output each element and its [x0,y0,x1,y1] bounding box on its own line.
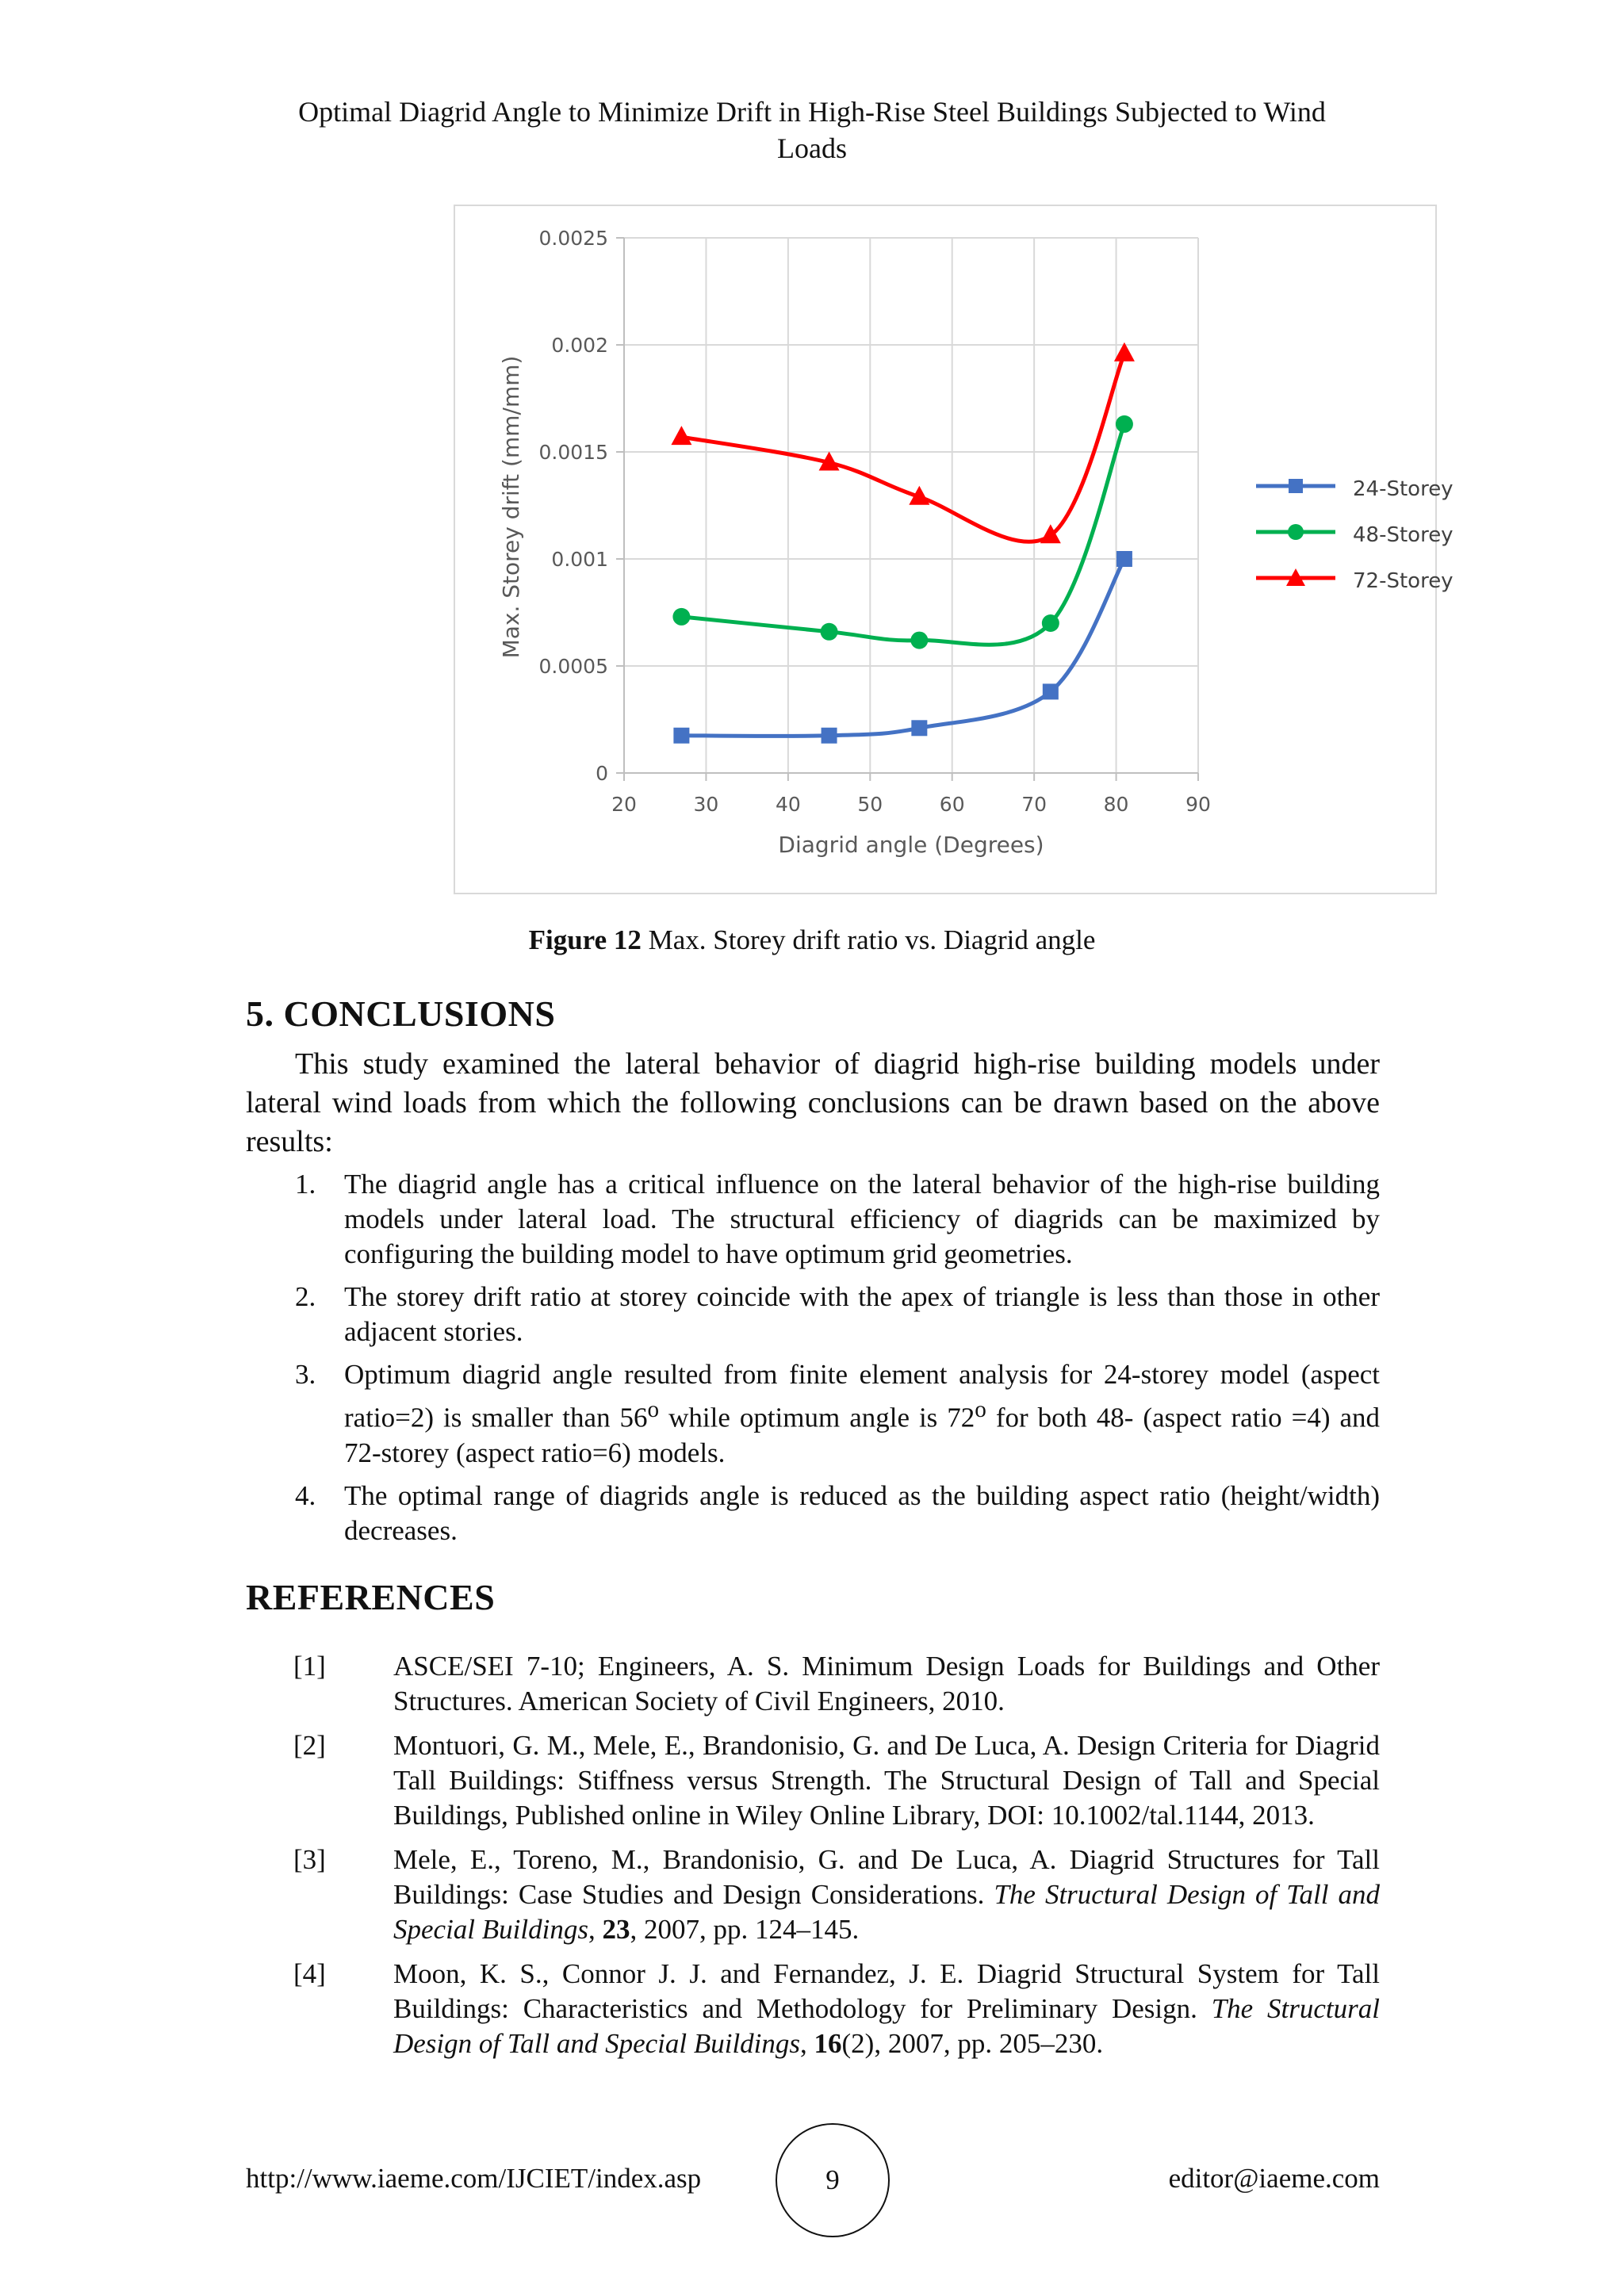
reference-text: Montuori, G. M., Mele, E., Brandonisio, G. and De Luca, A. Design Criteria for Diagrid Tall Buildings: Stiffness versus Strength. The Structural Design of Tall and Special Buildings, Published online in Wiley Online Library, DOI: 10.1002/tal.1144, 2013. [393,1730,1380,1831]
reference-sep: , [588,1914,603,1945]
chart-legend [1256,474,1454,612]
conclusion-item-3 [246,1357,1380,1471]
conclusion-text: The optimal range of diagrids angle is reduced as the building aspect ratio (height/width) decreases. [344,1479,1380,1546]
reference-sep: , [800,2028,814,2059]
conclusion-number: 4. [295,1479,316,1511]
reference-number: [1] [293,1651,326,1682]
series-line-48-storey [681,424,1124,645]
running-head-line2: Loads [777,132,847,164]
conclusion-text: The storey drift ratio at storey coincide with the apex of triangle is less than those in other adjacent stories. [344,1281,1380,1347]
series-line-72-storey [681,354,1124,542]
y-tick-label: 0 [596,762,608,785]
references-heading: REFERENCES [246,1577,496,1617]
x-axis-label: Diagrid angle (Degrees) [778,832,1044,858]
legend-swatch-24-storey [1256,474,1335,498]
figure-caption-text: Max. Storey drift ratio vs. Diagrid angle [641,924,1096,955]
figure-caption-label: Figure 12 [528,924,642,955]
data-point-48-storey [1042,614,1059,632]
x-tick-label: 30 [693,793,719,816]
conclusion-number: 1. [295,1169,316,1200]
reference-journal: The Structural Design of Tall and Special Buildings [393,1993,1380,2059]
conclusion-text: The diagrid angle has a critical influence on the lateral behavior of the high-rise building models under lateral load. The structural efficiency of diagrids can be maximized by configuring the building model to have optimum grid geometries. [344,1169,1380,1269]
conclusion-text-a: Optimum diagrid angle resulted from finite element analysis for 24-storey model (aspect ratio=2) is smaller than 56 [344,1359,1380,1433]
conclusion-number: 2. [295,1281,316,1312]
data-point-24-storey [1043,683,1059,699]
y-tick-label: 0.0005 [538,655,608,678]
reference-text: ASCE/SEI 7-10; Engineers, A. S. Minimum Design Loads for Buildings and Other Structures. American Society of Civil Engineers, 2010. [393,1651,1380,1716]
y-tick-label: 0.001 [551,548,608,571]
conclusion-item-4 [246,1479,1380,1548]
legend-item-72-storey [1256,566,1454,612]
page-number-circle [776,2123,890,2237]
x-tick-label: 90 [1185,793,1211,816]
conclusion-text-b: while optimum angle is 72 [659,1402,975,1433]
reference-text: Moon, K. S., Connor J. J. and Fernandez, J. E. Diagrid Structural System for Tall Buildings: Characteristics and Methodology for Preliminary Design. [393,1958,1380,2024]
data-point-24-storey [673,728,689,744]
y-tick-label: 0.0025 [538,227,608,250]
series-line-24-storey [681,559,1124,736]
x-tick-label: 20 [611,793,637,816]
conclusion-item-1 [246,1167,1380,1272]
reference-item-2 [246,1728,1380,1833]
reference-number: [2] [293,1730,326,1761]
data-point-48-storey [910,632,928,649]
running-head [238,94,1386,166]
legend-swatch-48-storey [1256,520,1335,544]
data-point-48-storey [1116,415,1133,433]
reference-journal: The Structural Design of Tall and Special Buildings [393,1879,1381,1945]
page-number: 9 [825,2164,840,2195]
data-point-24-storey [911,720,927,736]
reference-number: [3] [293,1844,326,1875]
footer-url-link[interactable]: http://www.iaeme.com/IJCIET/index.asp [246,2163,702,2194]
y-tick-label: 0.002 [551,334,608,357]
figure-caption [238,924,1386,956]
reference-item-3 [246,1843,1380,1947]
data-point-48-storey [672,608,690,626]
reference-rest: (2), 2007, pp. 205–230. [841,2028,1104,2059]
x-tick-label: 50 [857,793,883,816]
legend-item-24-storey [1256,474,1454,520]
reference-number: [4] [293,1958,326,1989]
y-tick-label: 0.0015 [538,441,608,464]
conclusions-intro: This study examined the lateral behavior of diagrid high-rise building models under lateral wind loads from which the following conclusions can be drawn based on the above results: [246,1047,1380,1158]
x-tick-label: 70 [1021,793,1048,816]
reference-item-4 [246,1957,1380,2061]
conclusion-text-c: for both 48- (aspect ratio =4) and 72-storey (aspect ratio=6) models. [344,1402,1381,1468]
x-tick-label: 80 [1103,793,1129,816]
running-head-line1: Optimal Diagrid Angle to Minimize Drift in High-Rise Steel Buildings Subjected to Wind [298,96,1326,128]
conclusions-list [246,1167,1380,1556]
data-point-24-storey [822,728,837,744]
reference-rest: , 2007, pp. 124–145. [630,1914,860,1945]
reference-volume: 23 [602,1914,630,1945]
x-tick-label: 40 [775,793,801,816]
y-axis-label: Max. Storey drift (mm/mm) [498,355,524,659]
legend-swatch-72-storey [1256,566,1335,590]
x-tick-label: 60 [939,793,965,816]
conclusions-heading: 5. CONCLUSIONS [246,993,556,1034]
legend-item-48-storey [1256,520,1454,566]
footer-email-link[interactable]: editor@iaeme.com [1168,2163,1380,2194]
degree-sup: o [647,1397,660,1422]
legend-label-48-storey: 48-Storey [1353,523,1454,547]
data-point-72-storey [671,426,691,445]
conclusion-item-2 [246,1280,1380,1349]
conclusion-number: 3. [295,1359,316,1390]
reference-text: Mele, E., Toreno, M., Brandonisio, G. and De Luca, A. Diagrid Structures for Tall Buildings: Case Studies and Design Considerations. [393,1844,1380,1910]
data-point-24-storey [1116,551,1132,567]
reference-item-1 [246,1649,1380,1719]
legend-label-24-storey: 24-Storey [1353,477,1454,501]
data-point-48-storey [821,623,838,641]
figure-12-chart [454,205,1454,894]
reference-volume: 16 [814,2028,842,2059]
legend-label-72-storey: 72-Storey [1353,569,1454,593]
references-list [246,1649,1380,2071]
degree-sup: o [975,1397,986,1422]
